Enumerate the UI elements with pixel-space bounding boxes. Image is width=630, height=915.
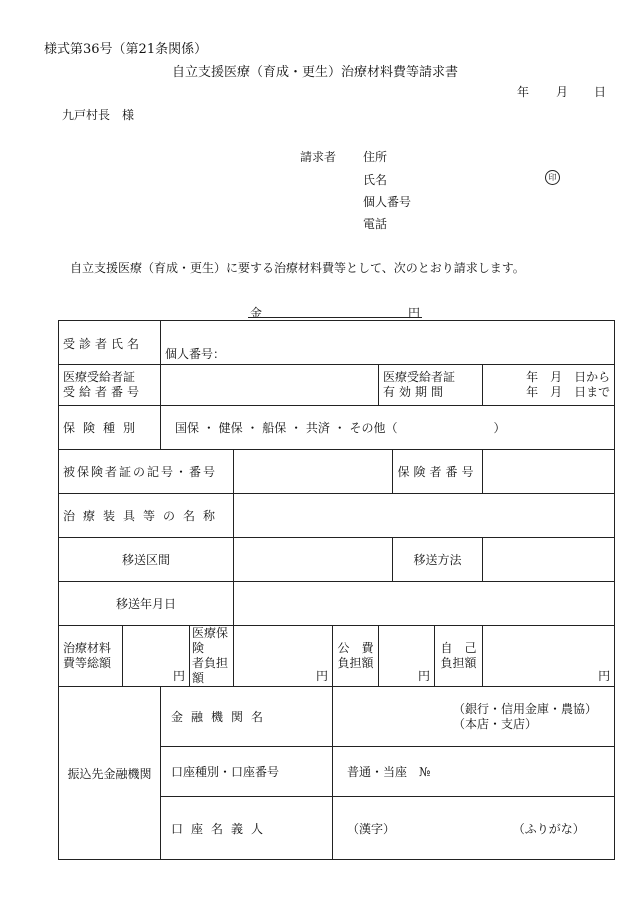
amount-suffix: 円 xyxy=(408,306,421,320)
form-number: 様式第36号（第21条関係） xyxy=(44,42,208,57)
address-label: 住所 xyxy=(363,150,388,164)
table-row xyxy=(59,450,615,494)
transfer-section-field[interactable] xyxy=(234,538,393,582)
transfer-date-label: 移送年月日 xyxy=(59,582,234,626)
insurance-burden-field[interactable]: 円 xyxy=(234,626,333,687)
table-row xyxy=(59,687,615,747)
holder-kana-label: （ふりがな） xyxy=(512,821,585,836)
bank-name-label: 金融機関名 xyxy=(161,687,333,747)
request-statement: 自立支援医療（育成・更生）に要する治療材料費等として、次のとおり請求します。 xyxy=(70,261,525,275)
table-row xyxy=(59,538,615,582)
addressee: 九戸村長 様 xyxy=(62,108,135,122)
document-title: 自立支援医療（育成・更生）治療材料費等請求書 xyxy=(171,65,458,80)
requester-personal-number-label: 個人番号 xyxy=(363,195,412,209)
requester-label: 請求者 xyxy=(300,150,337,164)
transfer-section-label: 移送区間 xyxy=(59,538,234,582)
bank-name-field[interactable]: （銀行・信用金庫・農協） （本店・支店） xyxy=(333,687,615,747)
table-row xyxy=(59,582,615,626)
table-row xyxy=(59,365,615,406)
date-month-label: 月 xyxy=(556,85,569,99)
bank-section-label: 振込先金融機関 xyxy=(59,687,161,860)
date-year-label: 年 xyxy=(517,85,530,99)
account-holder-label: 口座名義人 xyxy=(161,797,333,860)
total-cost-label: 治療材料 費等総額 xyxy=(59,626,123,687)
validity-period-label: 医療受給者証 有効期間 xyxy=(379,365,483,406)
insured-card-field[interactable] xyxy=(234,450,393,494)
holder-kanji-label: （漢字） xyxy=(347,821,396,836)
account-holder-field[interactable] xyxy=(333,797,615,860)
insurer-number-label: 保険者番号 xyxy=(393,450,483,494)
device-name-label: 治療装具等の名称 xyxy=(59,494,234,538)
validity-period-field[interactable]: 年 月 日から 年 月 日まで xyxy=(483,365,615,406)
table-row xyxy=(59,494,615,538)
amount-prefix: 金 xyxy=(250,306,263,320)
account-number-field[interactable]: 普通・当座 № xyxy=(333,747,615,797)
transfer-method-field[interactable] xyxy=(483,538,615,582)
transfer-method-label: 移送方法 xyxy=(393,538,483,582)
name-label: 氏名 xyxy=(363,173,388,187)
public-burden-label: 公 費 負担額 xyxy=(333,626,379,687)
insurance-type-options[interactable]: 国保 ・ 健保 ・ 船保 ・ 共済 ・ その他（ ） xyxy=(161,406,615,450)
insured-card-label: 被保険者証の記号・番号 xyxy=(59,450,234,494)
date-day-label: 日 xyxy=(594,85,607,99)
certificate-number-label: 医療受給者証 受給者番号 xyxy=(59,365,161,406)
self-burden-field[interactable]: 円 xyxy=(483,626,615,687)
patient-personal-number-label: 個人番号： xyxy=(165,347,226,361)
total-cost-field[interactable]: 円 xyxy=(123,626,190,687)
public-burden-field[interactable]: 円 xyxy=(379,626,435,687)
insurance-burden-label: 医療保険 者負担額 xyxy=(190,626,234,687)
seal-icon: 印 xyxy=(545,170,560,185)
claim-table xyxy=(58,320,615,860)
table-row xyxy=(59,321,615,365)
patient-name-label: 受診者氏名 xyxy=(59,321,161,365)
certificate-number-field[interactable] xyxy=(161,365,379,406)
patient-name-field[interactable] xyxy=(161,321,615,365)
amount-underline xyxy=(248,317,422,318)
insurer-number-field[interactable] xyxy=(483,450,615,494)
table-row xyxy=(59,626,615,687)
insurance-type-label: 保険種別 xyxy=(59,406,161,450)
device-name-field[interactable] xyxy=(234,494,615,538)
table-row xyxy=(59,406,615,450)
transfer-date-field[interactable] xyxy=(234,582,615,626)
self-burden-label: 自 己 負担額 xyxy=(435,626,483,687)
account-number-label: 口座種別・口座番号 xyxy=(161,747,333,797)
phone-label: 電話 xyxy=(363,217,388,231)
